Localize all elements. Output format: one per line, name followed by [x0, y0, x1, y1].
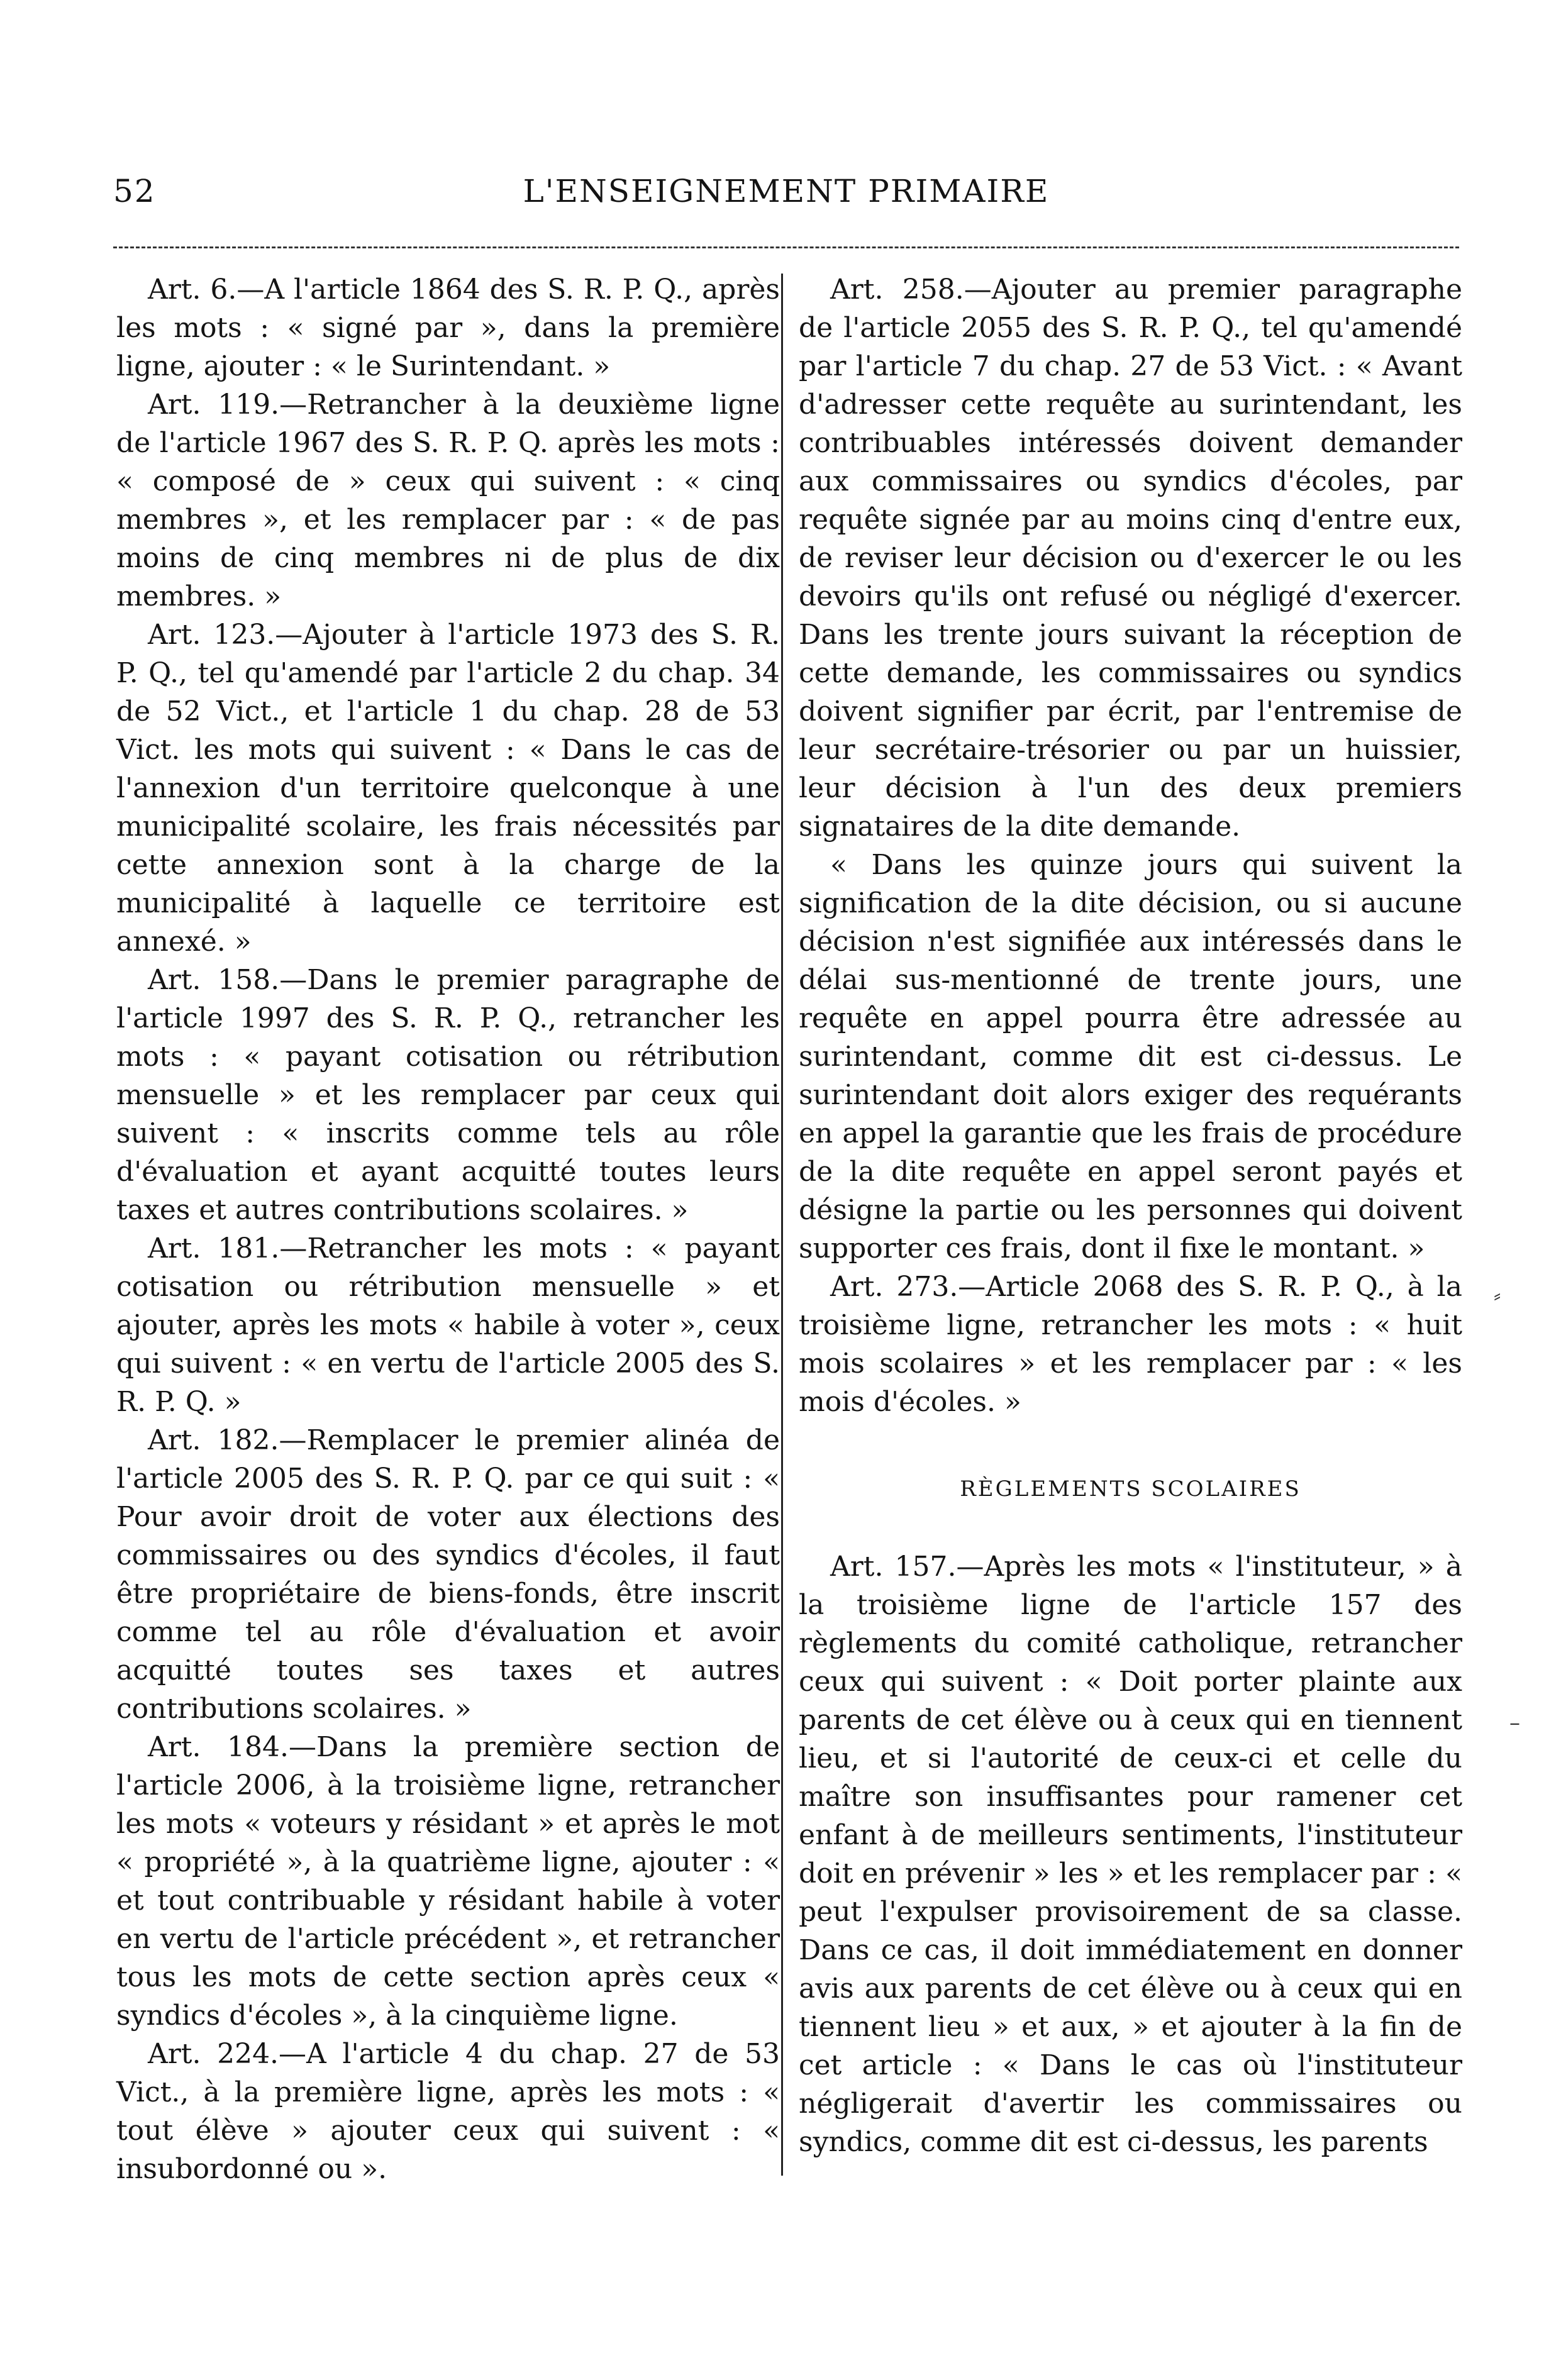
right-column: [799, 270, 1462, 2161]
paragraph-art-182: Art. 182.—Remplacer le premier alinéa de l'article 2005 des S. R. P. Q. par ce qui suit : « Pour avoir droit de voter aux élections des commissaires ou des syndics d'écoles, il faut être propriétaire de biens-fonds, être inscrit comme tel au rôle d'évaluation et avoir acquitté toutes ses taxes et autres contributions scolaires. »: [116, 1424, 780, 1725]
paragraph-art-6: Art. 6.—A l'article 1864 des S. R. P. Q., après les mots : « signé par », dans la première ligne, ajouter : « le Surintendant. »: [116, 274, 780, 382]
page-number: 52: [113, 173, 156, 209]
margin-mark: ⸗: [1494, 1283, 1501, 1308]
running-title: L'ENSEIGNEMENT PRIMAIRE: [523, 173, 1050, 209]
paragraph-art-123: Art. 123.—Ajouter à l'article 1973 des S. R. P. Q., tel qu'amendé par l'article 2 du chap. 34 de 52 Vict., et l'article 1 du chap. 28 de 53 Vict. les mots qui suivent : « Dans le cas de l'annexion d'un territoire quelconque à une municipalité scolaire, les frais nécessités par cette annexion sont à la charge de la municipalité à laquelle ce territoire est annexé. »: [116, 619, 780, 958]
paragraph-art-224: Art. 224.—A l'article 4 du chap. 27 de 53 Vict., à la première ligne, après les mots : « tout élève » ajouter ceux qui suivent : « insubordonné ou ».: [116, 2038, 780, 2185]
paragraph-art-184: Art. 184.—Dans la première section de l'article 2006, à la troisième ligne, retrancher les mots « voteurs y résidant » et après le mot « propriété », à la quatrième ligne, ajouter : « et tout contribuable y résidant habile à voter en vertu de l'article précédent », et retrancher tous les mots de cette section après ceux « syndics d'écoles », à la cinquième ligne.: [116, 1731, 780, 2032]
paragraph-art-273: Art. 273.—Article 2068 des S. R. P. Q., à la troisième ligne, retrancher les mots : « huit mois scolaires » et les remplacer par : « les mois d'écoles. »: [799, 1271, 1462, 1418]
column-divider: [781, 274, 783, 2176]
paragraph-art-119: Art. 119.—Retrancher à la deuxième ligne de l'article 1967 des S. R. P. Q. après les mots : « composé de » ceux qui suivent : « cinq membres », et les remplacer par : « de pas moins de cinq membres ni de plus de dix membres. »: [116, 389, 780, 612]
paragraph-art-157: Art. 157.—Après les mots « l'instituteur, » à la troisième ligne de l'article 157 des règlements du comité catholique, retrancher ceux qui suivent : « Doit porter plainte aux parents de cet élève ou à ceux qui en tiennent lieu, et si l'autorité de ceux-ci et celle du maître son insuffisantes pour ramener cet enfant à de meilleurs sentiments, l'instituteur doit en prévenir » les » et les remplacer par : « peut l'expulser provisoirement de sa classe. Dans ce cas, il doit immédiatement en donner avis aux parents de cet élève ou à ceux qui en tiennent lieu » et aux, » et ajouter à la fin de cet article : « Dans le cas où l'instituteur négligerait d'avertir les commissaires ou syndics, comme dit est ci-dessus, les parents: [799, 1551, 1462, 2158]
paragraph-art-181: Art. 181.—Retrancher les mots : « payant cotisation ou rétribution mensuelle » et ajouter, après les mots « habile à voter », ceux qui suivent : « en vertu de l'article 2005 des S. R. P. Q. »: [116, 1232, 780, 1418]
section-heading: RÈGLEMENTS SCOLAIRES: [960, 1476, 1301, 1502]
running-head: [113, 173, 1459, 230]
margin-mark: –: [1509, 1710, 1520, 1735]
header-rule: [113, 246, 1459, 248]
paragraph-art-258-continued: « Dans les quinze jours qui suivent la signification de la dite décision, ou si aucune décision n'est signifiée aux intéressés dans le délai sus-mentionné de trente jours, une requête en appel pourra être adressée au surintendant, comme dit est ci-dessus. Le surintendant doit alors exiger des requérants en appel la garantie que les frais de procédure de la dite requête en appel seront payés et désigne la partie ou les personnes qui doivent supporter ces frais, dont il fixe le montant. »: [799, 849, 1462, 1265]
paragraph-art-258: Art. 258.—Ajouter au premier paragraphe de l'article 2055 des S. R. P. Q., tel qu'amendé par l'article 7 du chap. 27 de 53 Vict. : « Avant d'adresser cette requête au surintendant, les contribuables intéressés doivent demander aux commissaires ou syndics d'écoles, par requête signée par au moins cinq d'entre eux, de reviser leur décision ou d'exercer le ou les devoirs qu'ils ont refusé ou négligé d'exercer. Dans les trente jours suivant la réception de cette demande, les commissaires ou syndics doivent signifier par écrit, par l'entremise de leur secrétaire-trésorier ou par un huissier, leur décision à l'un des deux premiers signataires de la dite demande.: [799, 274, 1462, 843]
paragraph-art-158: Art. 158.—Dans le premier paragraphe de l'article 1997 des S. R. P. Q., retrancher les mots : « payant cotisation ou rétribution mensuelle » et les remplacer par ceux qui suivent : « inscrits comme tels au rôle d'évaluation et ayant acquitté toutes leurs taxes et autres contributions scolaires. »: [116, 964, 780, 1226]
left-column: [116, 270, 780, 2188]
